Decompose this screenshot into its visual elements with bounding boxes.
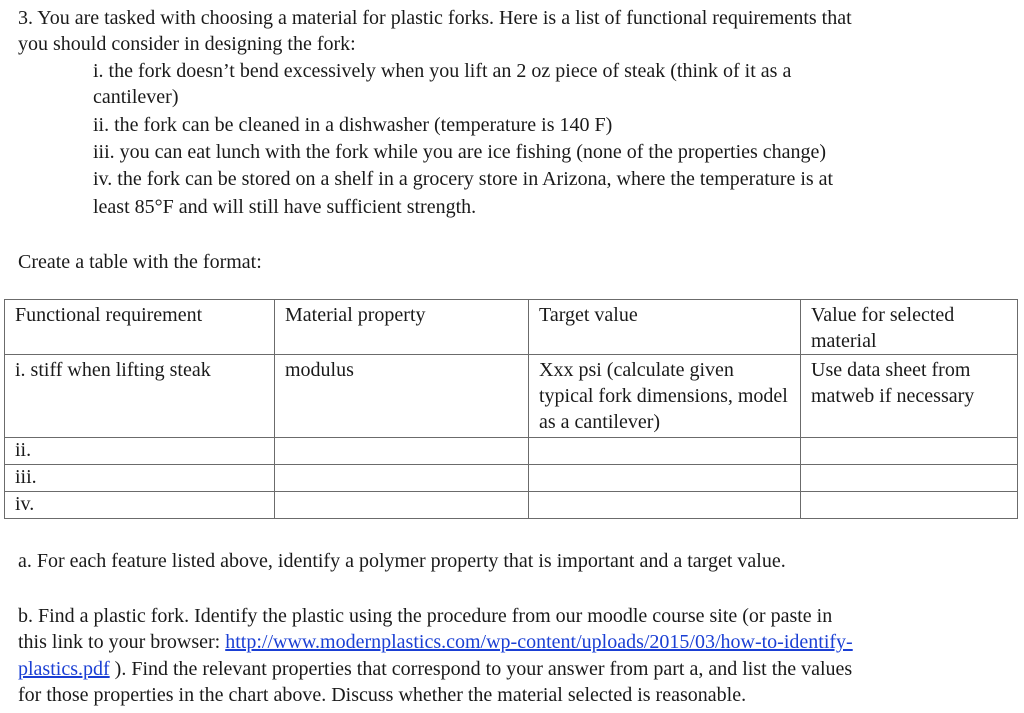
table-prompt: Create a table with the format: xyxy=(18,251,262,273)
header-material-property: Material property xyxy=(275,300,529,355)
table-cell xyxy=(275,438,529,465)
requirement-ii: ii. the fork can be cleaned in a dishwasher (temperature is 140 F) xyxy=(93,114,613,136)
table-row xyxy=(5,492,1018,519)
table-cell xyxy=(801,438,1018,465)
table-cell: ii. xyxy=(5,438,275,465)
part-b-line3 xyxy=(18,656,852,682)
table-cell xyxy=(801,465,1018,492)
requirement-iv-line1: iv. the fork can be stored on a shelf in a grocery store in Arizona, where the temperature is at xyxy=(93,168,834,190)
question-intro-line1: 3. You are tasked with choosing a material for plastic forks. Here is a list of functional requirements that xyxy=(18,7,852,29)
header-functional-requirement: Functional requirement xyxy=(5,300,275,355)
requirement-i-line1: i. the fork doesn’t bend excessively when you lift an 2 oz piece of steak (think of it as a xyxy=(93,60,792,82)
table-cell: i. stiff when lifting steak xyxy=(5,355,275,438)
table-cell: Xxx psi (calculate given typical fork dimensions, model as a cantilever) xyxy=(529,355,801,438)
table-header-row xyxy=(5,300,1018,355)
table-cell xyxy=(801,492,1018,519)
requirement-iii: iii. you can eat lunch with the fork while you are ice fishing (none of the properties change) xyxy=(93,141,827,163)
part-b-line4: for those properties in the chart above. Discuss whether the material selected is reasonable. xyxy=(18,684,747,706)
part-b-line1: b. Find a plastic fork. Identify the plastic using the procedure from our moodle course site (or paste in xyxy=(18,605,833,627)
table-cell xyxy=(275,492,529,519)
question-intro-line2: you should consider in designing the fork: xyxy=(18,33,356,55)
requirement-iv-line2: least 85°F and will still have sufficient strength. xyxy=(93,196,477,218)
table-cell xyxy=(529,492,801,519)
table-cell: iii. xyxy=(5,465,275,492)
table-cell: iv. xyxy=(5,492,275,519)
requirements-table xyxy=(4,299,1018,519)
header-target-value: Target value xyxy=(529,300,801,355)
part-b-link-prefix: this link to your browser: xyxy=(18,631,226,653)
part-a-text: a. For each feature listed above, identify a polymer property that is important and a target value. xyxy=(18,550,786,572)
table-cell xyxy=(529,465,801,492)
table-cell: modulus xyxy=(275,355,529,438)
table-cell xyxy=(275,465,529,492)
table-cell xyxy=(529,438,801,465)
part-b-line3-suffix: ). Find the relevant properties that correspond to your answer from part a, and list the values xyxy=(109,658,853,680)
table-row xyxy=(5,355,1018,438)
identify-plastics-link[interactable]: http://www.modernplastics.com/wp-content/uploads/2015/03/how-to-identify- xyxy=(225,631,853,653)
table-row xyxy=(5,438,1018,465)
part-b-line2 xyxy=(18,629,853,655)
requirement-i-line2: cantilever) xyxy=(93,86,179,108)
identify-plastics-link-cont[interactable]: plastics.pdf xyxy=(18,658,110,680)
header-value-selected-material: Value for selected material xyxy=(801,300,1018,355)
table-cell: Use data sheet from matweb if necessary xyxy=(801,355,1018,438)
table-row xyxy=(5,465,1018,492)
